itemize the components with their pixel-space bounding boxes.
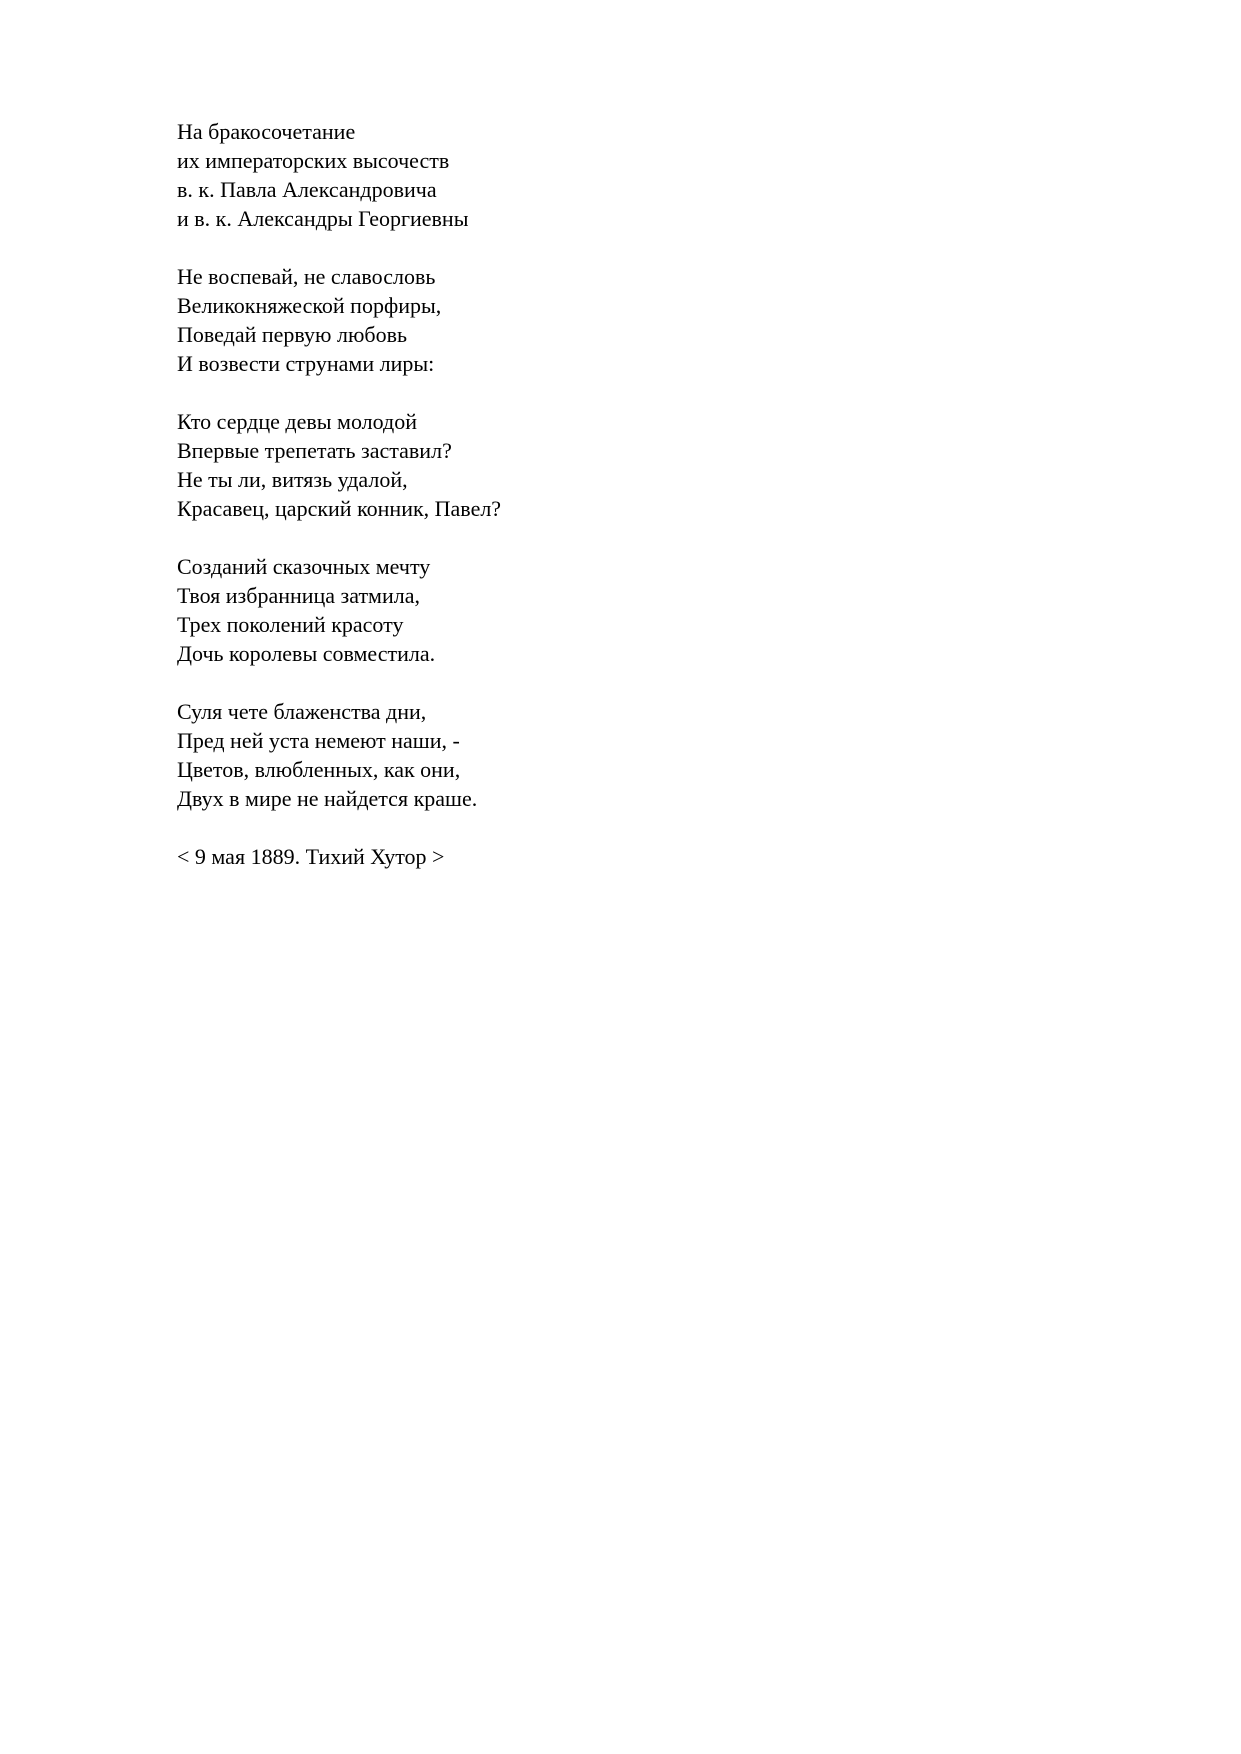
date-place [177,842,1077,871]
stanza-2 [177,407,1077,523]
title-line: На бракосочетание [177,119,356,144]
verse-line: И возвести струнами лиры: [177,351,435,376]
verse-line: Пред ней уста немеют наши, - [177,728,460,753]
title-line: и в. к. Александры Георгиевны [177,206,469,231]
verse-line: Не ты ли, витязь удалой, [177,467,408,492]
date-place-line: < 9 мая 1889. Тихий Хутор > [177,844,445,869]
poem-text [177,117,1077,900]
verse-line: Дочь королевы совместила. [177,641,436,666]
verse-line: Кто сердце девы молодой [177,409,417,434]
verse-line: Поведай первую любовь [177,322,407,347]
title-line: их императорских высочеств [177,148,450,173]
verse-line: Не воспевай, не славословь [177,264,436,289]
verse-line: Трех поколений красоту [177,612,404,637]
poem-title [177,117,1077,233]
title-line: в. к. Павла Александровича [177,177,437,202]
verse-line: Суля чете блаженства дни, [177,699,427,724]
stanza-3 [177,552,1077,668]
verse-line: Великокняжеской порфиры, [177,293,442,318]
stanza-4 [177,697,1077,813]
verse-line: Созданий сказочных мечту [177,554,431,579]
verse-line: Цветов, влюбленных, как они, [177,757,461,782]
verse-line: Красавец, царский конник, Павел? [177,496,502,521]
stanza-1 [177,262,1077,378]
verse-line: Двух в мире не найдется краше. [177,786,478,811]
verse-line: Впервые трепетать заставил? [177,438,452,463]
verse-line: Твоя избранница затмила, [177,583,420,608]
